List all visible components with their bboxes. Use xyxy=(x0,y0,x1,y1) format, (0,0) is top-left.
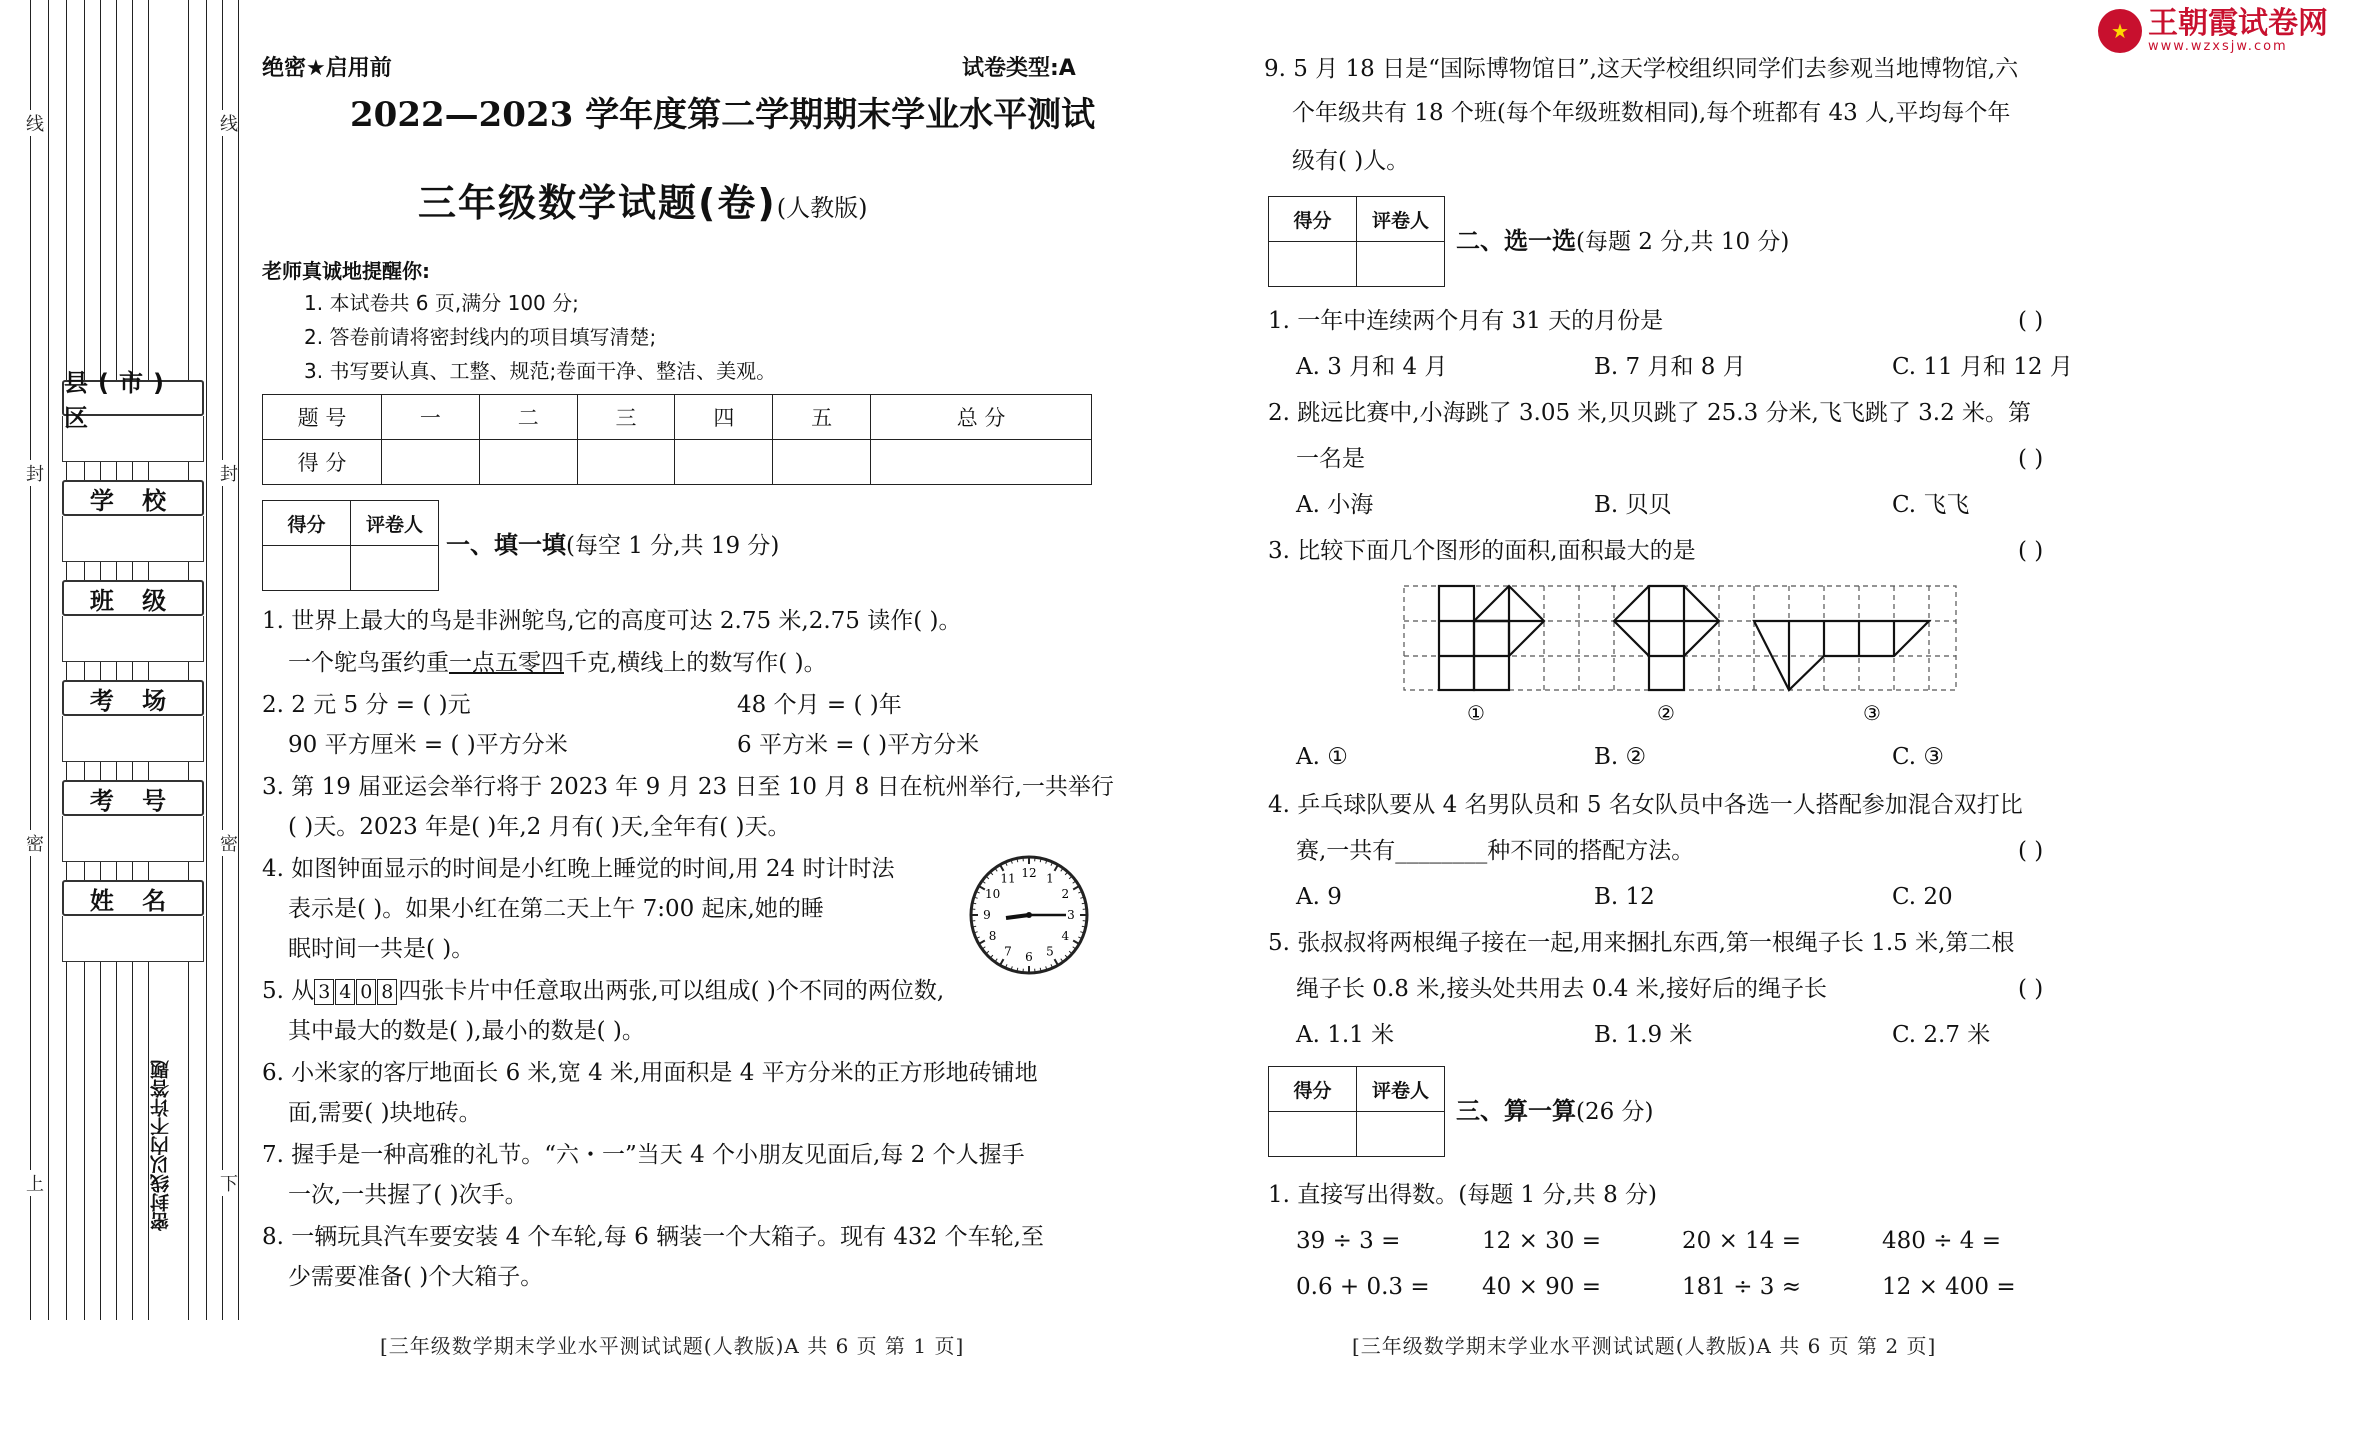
field-exam-number[interactable]: 考 号 xyxy=(62,780,204,866)
question-line: 6 平方米 = ( )平方分米 xyxy=(737,732,980,758)
grader-box-3 xyxy=(1268,1066,1445,1157)
question-line: 一个鸵鸟蛋约重一点五零四千克,横线上的数写作( )。 xyxy=(288,650,827,676)
mc-option[interactable]: A. ① xyxy=(1296,744,1348,770)
section1-title: 一、填一填 xyxy=(446,531,566,559)
grader-score-label: 得分 xyxy=(1269,1067,1357,1112)
score-header: 总 分 xyxy=(871,395,1092,440)
mc-question: 4. 乒乓球队要从 4 名男队员和 5 名女队员中各选一人搭配参加混合双打比 xyxy=(1268,792,2023,818)
field-school[interactable]: 学 校 xyxy=(62,480,204,566)
grader-score-cell[interactable] xyxy=(1269,242,1357,287)
mc-option[interactable]: B. 7 月和 8 月 xyxy=(1594,354,1746,380)
section3-heading xyxy=(1456,1094,1654,1129)
calc-title: 1. 直接写出得数。(每题 1 分,共 8 分) xyxy=(1268,1182,1658,1208)
score-row-label: 得 分 xyxy=(263,440,382,485)
score-cell[interactable] xyxy=(871,440,1092,485)
grader-reviewer-cell[interactable] xyxy=(1357,242,1445,287)
figure-label: ② xyxy=(1657,701,1675,725)
score-table xyxy=(262,394,1092,485)
grader-score-cell[interactable] xyxy=(1269,1112,1357,1157)
score-cell[interactable] xyxy=(773,440,871,485)
dashed-grid xyxy=(1404,586,1956,690)
mc-option[interactable]: A. 小海 xyxy=(1296,492,1374,518)
section1-heading xyxy=(446,528,779,563)
clock-number: 2 xyxy=(1061,887,1070,901)
calc-item: 480 ÷ 4 = xyxy=(1882,1228,2002,1254)
clock-number: 10 xyxy=(984,887,1001,901)
grader-score-label: 得分 xyxy=(263,501,351,546)
mc-option[interactable]: C. 2.7 米 xyxy=(1892,1022,1991,1048)
clock-center xyxy=(1026,912,1032,918)
question-line: 8. 一辆玩具汽车要安装 4 个车轮,每 6 辆装一个大箱子。现有 432 个车轮,至 xyxy=(262,1224,1044,1250)
question-line: 4. 如图钟面显示的时间是小红晚上睡觉的时间,用 24 时计时法 xyxy=(262,856,895,882)
clock-number: 1 xyxy=(1046,871,1054,886)
calc-item: 181 ÷ 3 ≈ xyxy=(1682,1274,1802,1300)
margin-char: 线 xyxy=(26,110,44,136)
figure-1 xyxy=(1439,586,1544,690)
notice-item: 2. 答卷前请将密封线内的项目填写清楚; xyxy=(304,325,657,349)
question-line: 1. 世界上最大的鸟是非洲鸵鸟,它的高度可达 2.75 米,2.75 读作( )。 xyxy=(262,608,962,634)
grader-box-2 xyxy=(1268,196,1445,287)
margin-line xyxy=(222,0,223,1320)
question-line: 一次,一共握了( )次手。 xyxy=(288,1182,528,1208)
grader-score-cell[interactable] xyxy=(263,546,351,591)
paper-type: 试卷类型:A xyxy=(962,56,1076,81)
mc-option[interactable]: C. 飞飞 xyxy=(1892,492,1970,518)
question-line: 5. 从 3 4 0 8 四张卡片中任意取出两张,可以组成( )个不同的两位数, xyxy=(262,978,945,1004)
brand-url: www.wzxsjw.com xyxy=(2148,39,2288,54)
score-cell[interactable] xyxy=(479,440,577,485)
section2-title: 二、选一选 xyxy=(1456,227,1576,255)
calc-item: 39 ÷ 3 = xyxy=(1296,1228,1401,1254)
question-line: 90 平方厘米 = ( )平方分米 xyxy=(288,732,568,758)
exam-subtitle-row xyxy=(418,172,867,227)
field-county[interactable]: 县(市) xyxy=(62,380,204,466)
grader-reviewer-cell[interactable] xyxy=(1357,1112,1445,1157)
grader-box-1 xyxy=(262,500,439,591)
mc-option[interactable]: A. 3 月和 4 月 xyxy=(1296,354,1448,380)
question-line: 个年级共有 18 个班(每个年级班数相同),每个班都有 43 人,平均每个年 xyxy=(1292,100,2011,126)
clock-number: 9 xyxy=(983,908,991,922)
answer-paren[interactable]: ( ) xyxy=(2018,538,2044,564)
margin-line xyxy=(238,0,239,1320)
question-line: 级有( )人。 xyxy=(1292,148,1410,174)
field-class[interactable]: 班 级 xyxy=(62,580,204,666)
score-header: 三 xyxy=(577,395,675,440)
mc-question: 一名是 xyxy=(1296,446,1365,472)
grader-reviewer-label: 评卷人 xyxy=(1357,197,1445,242)
number-card: 0 xyxy=(356,979,376,1005)
grader-reviewer-label: 评卷人 xyxy=(351,501,439,546)
score-header: 五 xyxy=(773,395,871,440)
margin-char: 封 xyxy=(220,460,238,486)
score-cell[interactable] xyxy=(382,440,480,485)
mc-question: 5. 张叔叔将两根绳子接在一起,用来捆扎东西,第一根绳子长 1.5 米,第二根 xyxy=(1268,930,2015,956)
answer-paren[interactable]: ( ) xyxy=(2018,308,2044,334)
number-card: 3 xyxy=(314,979,334,1005)
notice-item: 1. 本试卷共 6 页,满分 100 分; xyxy=(304,291,579,315)
margin-char: 封 xyxy=(26,460,44,486)
grader-reviewer-cell[interactable] xyxy=(351,546,439,591)
clock-number: 11 xyxy=(1000,871,1016,886)
question-line: 3. 第 19 届亚运会举行将于 2023 年 9 月 23 日至 10 月 8 日在杭州举行,一共举行 xyxy=(262,774,1114,800)
question-line: 面,需要( )块地砖。 xyxy=(288,1100,482,1126)
mc-option[interactable]: B. 1.9 米 xyxy=(1594,1022,1693,1048)
mc-option[interactable]: B. ② xyxy=(1594,744,1647,770)
mc-option[interactable]: B. 贝贝 xyxy=(1594,492,1672,518)
clock-figure xyxy=(966,852,1092,978)
question-line: ( )天。2023 年是( )年,2 月有( )天,全年有( )天。 xyxy=(288,814,791,840)
calc-item: 12 × 400 = xyxy=(1882,1274,2016,1300)
question-line: 其中最大的数是( ),最小的数是( )。 xyxy=(288,1018,645,1044)
question-line: 9. 5 月 18 日是“国际博物馆日”,这天学校组织同学们去参观当地博物馆,六 xyxy=(1264,56,2019,82)
exam-title: 2022—2023 学年度第二学期期末学业水平测试 xyxy=(350,95,1096,135)
margin-line xyxy=(206,0,207,1320)
margin-char: 上 xyxy=(26,1170,44,1196)
number-card: 8 xyxy=(377,979,397,1005)
clock-number: 8 xyxy=(988,929,997,943)
section3-title: 三、算一算 xyxy=(1456,1097,1576,1125)
question-line: 少需要准备( )个大箱子。 xyxy=(288,1264,544,1290)
brand-logo[interactable] xyxy=(2098,8,2328,54)
figure-label: ③ xyxy=(1863,701,1881,725)
mc-option[interactable]: C. 20 xyxy=(1892,884,1953,910)
margin-line xyxy=(48,0,49,1320)
field-exam-room[interactable]: 考 场 xyxy=(62,680,204,766)
mc-question: 3. 比较下面几个图形的面积,面积最大的是 xyxy=(1268,538,1696,564)
margin-char: 线 xyxy=(220,110,238,136)
score-header: 题 号 xyxy=(263,395,382,440)
score-cell[interactable] xyxy=(577,440,675,485)
mc-question: 1. 一年中连续两个月有 31 天的月份是 xyxy=(1268,308,1664,334)
calc-item: 0.6 + 0.3 = xyxy=(1296,1274,1430,1300)
margin-char: 密 xyxy=(26,830,44,856)
mc-option[interactable]: C. ③ xyxy=(1892,744,1945,770)
notice-title: 老师真诚地提醒你: xyxy=(262,259,430,283)
brand-name: 王朝霞试卷网 xyxy=(2148,6,2328,41)
margin-char: 下 xyxy=(220,1170,238,1196)
clock-number: 5 xyxy=(1046,944,1054,959)
section1-note: (每空 1 分,共 19 分) xyxy=(566,533,780,559)
clock-number: 4 xyxy=(1061,929,1070,943)
clock-number: 3 xyxy=(1067,908,1075,922)
answer-paren[interactable]: ( ) xyxy=(2018,838,2044,864)
area-figures xyxy=(1402,584,1958,728)
calc-item: 20 × 14 = xyxy=(1682,1228,1802,1254)
brand-emblem-icon: ★ xyxy=(2098,9,2142,53)
page2-footer: [三年级数学期末学业水平测试试题(人教版)A 共 6 页 第 2 页] xyxy=(1352,1334,1937,1358)
calc-item: 40 × 90 = xyxy=(1482,1274,1602,1300)
clock-number: 6 xyxy=(1025,950,1033,964)
grader-score-label: 得分 xyxy=(1269,197,1357,242)
exam-subtitle: 三年级数学试题(卷) xyxy=(418,181,777,225)
question-line: 48 个月 = ( )年 xyxy=(737,692,902,718)
margin-line xyxy=(30,0,31,1320)
mc-option[interactable]: C. 11 月和 12 月 xyxy=(1892,354,2073,380)
field-name[interactable]: 姓 名 xyxy=(62,880,204,966)
margin-char: 密 xyxy=(220,830,238,856)
section3-note: (26 分) xyxy=(1576,1099,1654,1125)
clock-number: 12 xyxy=(1021,866,1037,880)
answer-paren[interactable]: ( ) xyxy=(2018,446,2044,472)
mc-option[interactable]: A. 9 xyxy=(1296,884,1342,910)
confidential-label: 绝密★启用前 xyxy=(262,56,392,81)
score-header: 一 xyxy=(382,395,480,440)
question-line: 眠时间一共是( )。 xyxy=(288,936,475,962)
clock-number: 7 xyxy=(1004,944,1012,959)
score-cell[interactable] xyxy=(675,440,773,485)
answer-paren[interactable]: ( ) xyxy=(2018,976,2044,1002)
section2-note: (每题 2 分,共 10 分) xyxy=(1576,229,1790,255)
question-line: 6. 小米家的客厅地面长 6 米,宽 4 米,用面积是 4 平方分米的正方形地砖铺地 xyxy=(262,1060,1038,1086)
mc-question: 2. 跳远比赛中,小海跳了 3.05 米,贝贝跳了 25.3 分米,飞飞跳了 3.2 米。第 xyxy=(1268,400,2032,426)
figure-label: ① xyxy=(1467,701,1485,725)
seal-note: 密封线以内不许答题 xyxy=(150,1060,176,1231)
notice-item: 3. 书写要认真、工整、规范;卷面干净、整洁、美观。 xyxy=(304,359,777,383)
score-header: 四 xyxy=(675,395,773,440)
mc-option[interactable]: A. 1.1 米 xyxy=(1296,1022,1395,1048)
question-line: 7. 握手是一种高雅的礼节。“六・一”当天 4 个小朋友见面后,每 2 个人握手 xyxy=(262,1142,1025,1168)
page1-footer: [三年级数学期末学业水平测试试题(人教版)A 共 6 页 第 1 页] xyxy=(380,1334,965,1358)
edition: (人教版) xyxy=(776,194,868,222)
mc-question: 绳子长 0.8 米,接头处共用去 0.4 米,接好后的绳子长 xyxy=(1296,976,1828,1002)
mc-question: 赛,一共有________种不同的搭配方法。 xyxy=(1296,838,1695,864)
grader-reviewer-label: 评卷人 xyxy=(1357,1067,1445,1112)
number-card: 4 xyxy=(335,979,355,1005)
mc-option[interactable]: B. 12 xyxy=(1594,884,1655,910)
score-header: 二 xyxy=(479,395,577,440)
question-line: 表示是( )。如果小红在第二天上午 7:00 起床,她的睡 xyxy=(288,896,824,922)
figure-2 xyxy=(1614,586,1719,690)
section2-heading xyxy=(1456,224,1789,259)
question-line: 2. 2 元 5 分 = ( )元 xyxy=(262,692,471,718)
calc-item: 12 × 30 = xyxy=(1482,1228,1602,1254)
